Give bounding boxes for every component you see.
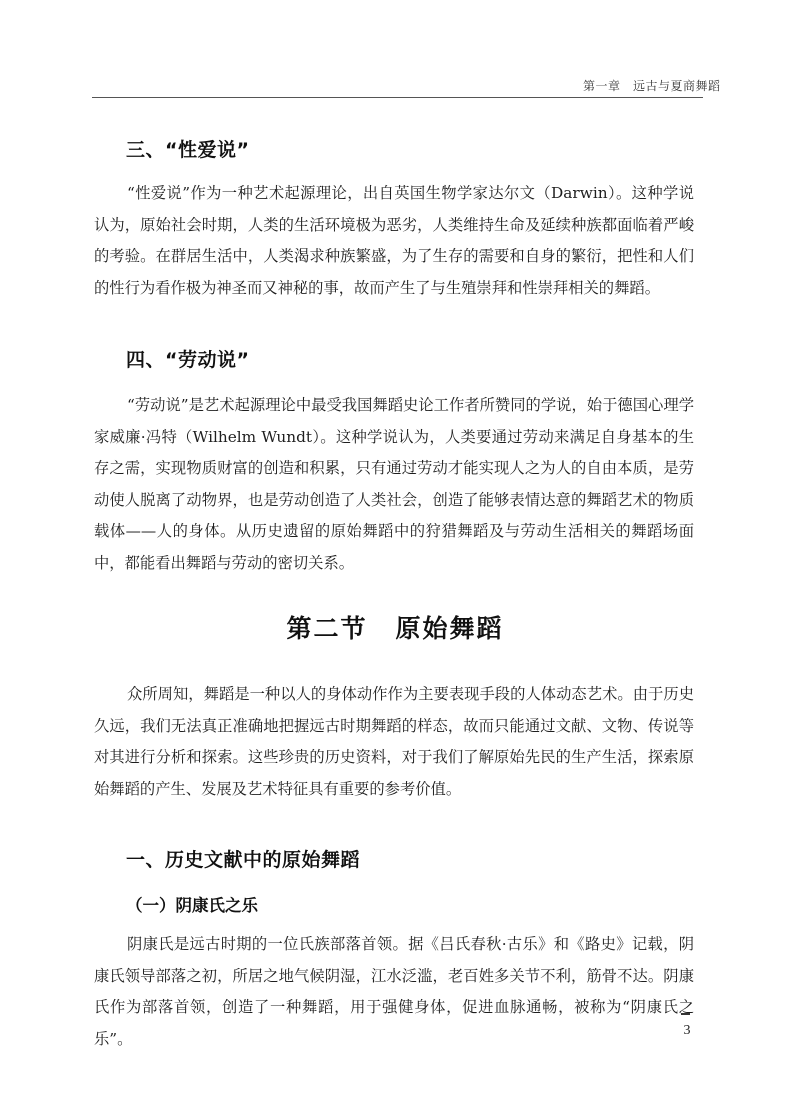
header-rule xyxy=(92,97,703,98)
subheading-yinkang: （一）阴康氏之乐 xyxy=(126,896,258,915)
paragraph-xing-ai-theory: “性爱说”作为一种艺术起源理论，出自英国生物学家达尔文（Darwin）。这种学说认为，原始社会时期，人类的生活环境极为恶劣，人类维持生命及延续种族都面临着严峻的考验。在群居生活中，人类渴求种族繁盛，为了生存的需要和自身的繁衍，把性和人们的性行为看作极为神圣而又神秘的事，故而产生了与生殖崇拜和性崇拜相关的舞蹈。 xyxy=(94,184,694,297)
section-title xyxy=(0,609,790,645)
heading-historical-literature: 一、历史文献中的原始舞蹈 xyxy=(126,849,361,871)
section-title-text: 原始舞蹈 xyxy=(395,614,504,643)
paragraph-labor-theory: “劳动说”是艺术起源理论中最受我国舞蹈史论工作者所赞同的学说，始于德国心理学家威廉·冯特（Wilhelm Wundt）。这种学说认为，人类要通过劳动来满足自身基本的生存之需，实现物质财富的创造和积累，只有通过劳动才能实现人之为人的自由本质，是劳动使人脱离了动物界，也是劳动创造了人类社会，创造了能够表情达意的舞蹈艺术的物质载体——人的身体。从历史遗留的原始舞蹈中的狩猎舞蹈及与劳动生活相关的舞蹈场面中，都能看出舞蹈与劳动的密切关系。 xyxy=(94,396,694,572)
heading-labor-theory: 四、“劳动说” xyxy=(126,349,250,371)
section-title-number: 第二节 xyxy=(286,614,368,643)
page-number-mark xyxy=(681,1013,690,1015)
page-number: 3 xyxy=(683,1023,691,1038)
paragraph-section-intro: 众所周知，舞蹈是一种以人的身体动作作为主要表现手段的人体动态艺术。由于历史久远，我们无法真正准确地把握远古时期舞蹈的样态，故而只能通过文献、文物、传说等对其进行分析和探索。这些珍贵的历史资料，对于我们了解原始先民的生产生活，探索原始舞蹈的产生、发展及艺术特征具有重要的参考价值。 xyxy=(94,685,694,798)
heading-xing-ai-theory: 三、“性爱说” xyxy=(126,139,250,161)
paragraph-yinkang: 阴康氏是远古时期的一位氏族部落首领。据《吕氏春秋·古乐》和《路史》记载，阴康氏领导部落之初，所居之地气候阴湿，江水泛滥，老百姓多关节不利，筋骨不达。阴康氏作为部落首领，创造了一种舞蹈，用于强健身体，促进血脉通畅，被称为“阴康氏之乐”。 xyxy=(94,935,694,1048)
running-header: 第一章 远古与夏商舞蹈 xyxy=(583,79,721,93)
